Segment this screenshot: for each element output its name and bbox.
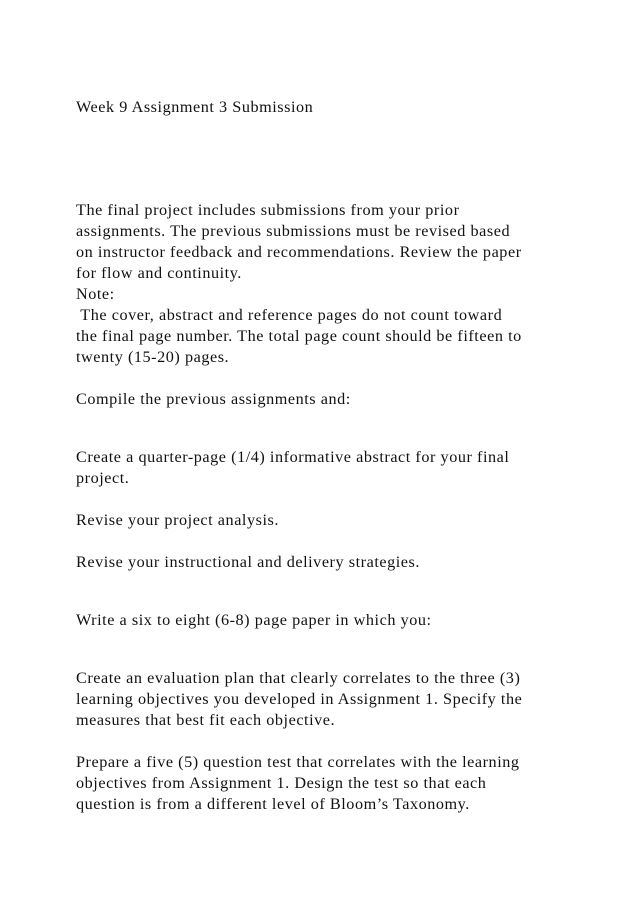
compile-heading: Compile the previous assignments and: bbox=[76, 390, 351, 408]
write-item-line: Create an evaluation plan that clearly correlates to the three (3) bbox=[76, 669, 521, 687]
intro-line: The final project includes submissions from your prior bbox=[76, 201, 460, 219]
compile-item-line: Revise your project analysis. bbox=[76, 511, 279, 529]
write-item-line: Prepare a five (5) question test that correlates with the learning bbox=[76, 753, 520, 771]
note-line: twenty (15-20) pages. bbox=[76, 348, 230, 366]
intro-line: assignments. The previous submissions must be revised based bbox=[76, 222, 511, 240]
write-item-line: question is from a different level of Bloom’s Taxonomy. bbox=[76, 795, 470, 813]
compile-item-line: Create a quarter-page (1/4) informative abstract for your final bbox=[76, 448, 510, 466]
intro-line: on instructor feedback and recommendations. Review the paper bbox=[76, 243, 522, 261]
note-line: the final page number. The total page count should be fifteen to bbox=[76, 327, 522, 345]
write-item-line: objectives from Assignment 1. Design the test so that each bbox=[76, 774, 487, 792]
write-item-line: learning objectives you developed in Assignment 1. Specify the bbox=[76, 690, 523, 708]
write-heading: Write a six to eight (6-8) page paper in which you: bbox=[76, 611, 432, 629]
document-title: Week 9 Assignment 3 Submission bbox=[76, 98, 314, 116]
note-label: Note: bbox=[76, 285, 115, 303]
write-item-line: measures that best fit each objective. bbox=[76, 711, 336, 729]
intro-line: for flow and continuity. bbox=[76, 264, 242, 282]
compile-item-line: project. bbox=[76, 469, 130, 487]
note-line: The cover, abstract and reference pages do not count toward bbox=[76, 306, 503, 324]
compile-item-line: Revise your instructional and delivery strategies. bbox=[76, 553, 420, 571]
